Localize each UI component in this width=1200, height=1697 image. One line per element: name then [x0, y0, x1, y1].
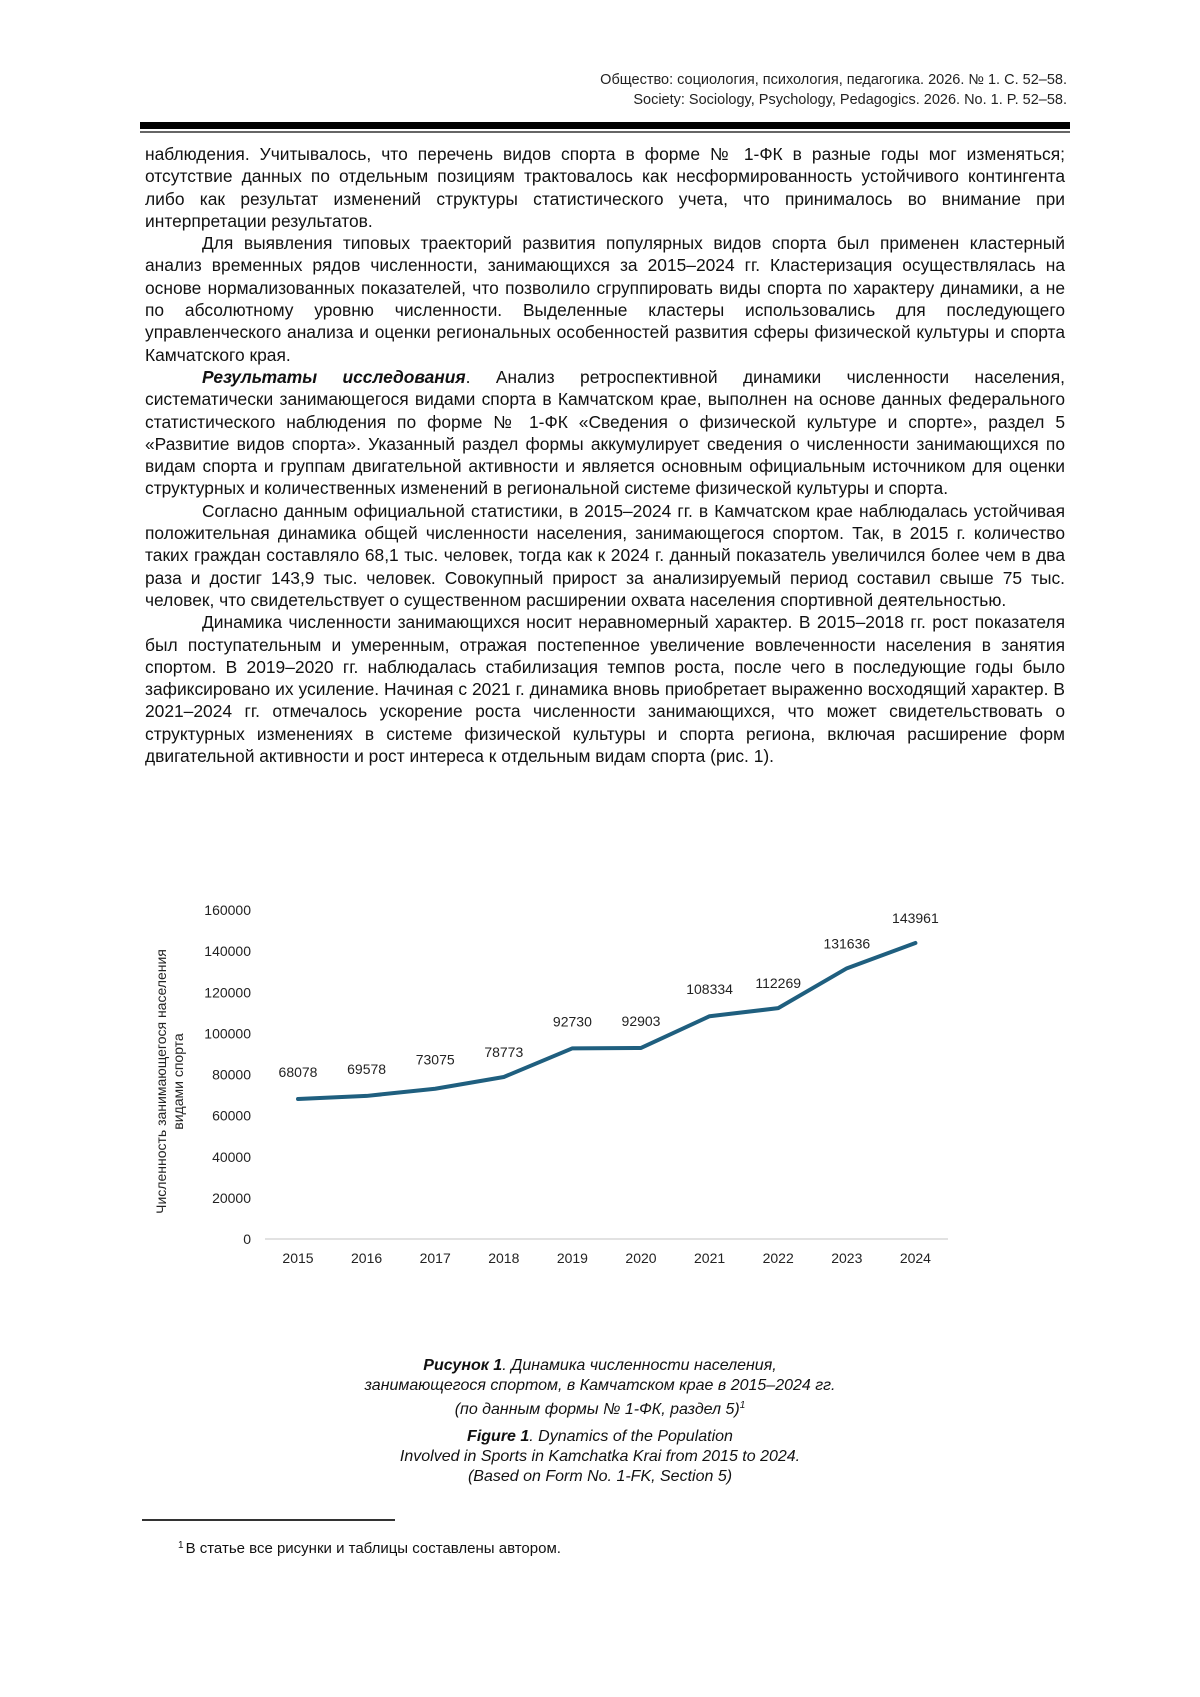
y-axis-title [153, 949, 186, 1214]
x-tick-label: 2016 [351, 1250, 383, 1266]
article-body [145, 143, 1065, 767]
footnote-separator [142, 1519, 395, 1521]
x-tick-label: 2022 [762, 1250, 794, 1266]
y-tick-label: 100000 [204, 1025, 251, 1042]
caption-ru-label: Рисунок 1 [423, 1357, 503, 1374]
data-label: 68078 [278, 1064, 318, 1081]
caption-ru-line-1: Рисунок 1. Динамика численности населения, [423, 1357, 777, 1374]
y-tick-label: 160000 [204, 905, 251, 918]
section-heading-results: Результаты исследования [202, 366, 466, 387]
footnote-marker: 1 [178, 1540, 184, 1551]
y-tick-label: 80000 [212, 1066, 251, 1083]
data-label: 69578 [347, 1060, 387, 1077]
data-series-line [298, 943, 915, 1099]
x-tick-label: 2015 [282, 1250, 314, 1266]
paragraph-3 [145, 366, 1065, 500]
svg-text:видами спорта: видами спорта [170, 1033, 186, 1130]
x-tick-label: 2019 [556, 1250, 588, 1266]
data-label: 92903 [621, 1012, 661, 1029]
figure-1-chart [150, 905, 1050, 1325]
y-tick-label: 140000 [204, 943, 251, 960]
footnote-ref[interactable]: 1 [739, 1400, 746, 1411]
data-label: 143961 [892, 909, 939, 926]
svg-text:Численность занимающегося насе: Численность занимающегося населения [153, 949, 169, 1214]
running-head-ru: Общество: социология, психология, педагогика. 2026. № 1. С. 52–58. [600, 72, 1067, 88]
running-head-en: Society: Sociology, Psychology, Pedagogics. 2026. No. 1. P. 52–58. [633, 92, 1067, 108]
caption-en-line-2: Involved in Sports in Kamchatka Krai from 2015 to 2024. [399, 1448, 801, 1465]
x-tick-label: 2021 [694, 1250, 726, 1266]
paragraph-3-text: . Анализ ретроспективной динамики численности населения, систематически занимающегося видами спорта в Камчатском крае, выполнен на основе данных федерального статистического наблюдения по форме № 1-ФК «Сведения о физической культуре и спорте», раздел 5 «Развитие видов спорта». Указанный раздел формы аккумулирует сведения о численности занимающихся по видам спорта и группам двигательной активности и является основным официальным источником для оценки структурных и количественных изменений в региональной системе физической культуры и спорта. [145, 366, 1065, 499]
data-label: 112269 [755, 975, 802, 992]
x-tick-label: 2020 [625, 1250, 657, 1266]
header-rule-thick [140, 122, 1070, 129]
x-tick-label: 2024 [899, 1250, 931, 1266]
caption-en-line-3: (Based on Form No. 1-FK, Section 5) [467, 1468, 733, 1485]
y-tick-label: 20000 [212, 1189, 251, 1206]
data-label: 92730 [552, 1013, 592, 1030]
y-tick-label: 0 [243, 1231, 251, 1247]
line-chart [150, 905, 1050, 1325]
caption-ru-line-2: занимающегося спортом, в Камчатском крае в 2015–2024 гг. [364, 1377, 836, 1394]
header-rule-thin [140, 131, 1070, 133]
caption-en-line-1: Figure 1. Dynamics of the Population [467, 1428, 733, 1445]
y-tick-label: 40000 [212, 1148, 251, 1165]
y-tick-label: 60000 [212, 1107, 251, 1124]
footnote-text: В статье все рисунки и таблицы составлены автором. [185, 1540, 561, 1557]
paragraph-2: Для выявления типовых траекторий развития популярных видов спорта был применен кластерный анализ временных рядов численности, занимающихся за 2015–2024 гг. Кластеризация осуществлялась на основе нормализованных показателей, что позволило сгруппировать виды спорта по характеру динамики, а не по абсолютному уровню численности. Выделенные кластеры использовались для последующего управленческого анализа и оценки региональных особенностей развития сферы физической культуры и спорта Камчатского края. [145, 233, 1065, 365]
data-label: 131636 [823, 935, 871, 952]
data-label: 108334 [686, 981, 733, 998]
paragraph-4: Согласно данным официальной статистики, в 2015–2024 гг. в Камчатском крае наблюдалась устойчивая положительная динамика общей численности населения, занимающегося спортом. Так, в 2015 г. количество таких граждан составляло 68,1 тыс. человек, тогда как к 2024 г. данный показатель увеличился более чем в два раза и достиг 143,9 тыс. человек. Совокупный прирост за анализируемый период составил свыше 75 тыс. человек, что свидетельствует о существенном расширении охвата населения спортивной деятельностью. [145, 500, 1065, 610]
footnote [178, 1540, 561, 1557]
x-tick-label: 2023 [831, 1250, 863, 1266]
figure-caption [300, 1356, 900, 1487]
caption-ru-line-3: (по данным формы № 1-ФК, раздел 5)$^1$ [454, 1400, 746, 1418]
running-head [600, 70, 1067, 110]
data-label: 73075 [415, 1051, 455, 1068]
caption-en-label: Figure 1 [467, 1428, 530, 1445]
paragraph-1: наблюдения. Учитывалось, что перечень видов спорта в форме № 1-ФК в разные годы мог изменяться; отсутствие данных по отдельным позициям трактовалось как несформированность устойчивого контингента либо как результат изменений структуры статистического учета, что принималось во внимание при интерпретации результатов. [145, 144, 1065, 231]
paragraph-5: Динамика численности занимающихся носит неравномерный характер. В 2015–2018 гг. рост показателя был поступательным и умеренным, отражая постепенное увеличение вовлеченности населения в занятия спортом. В 2019–2020 гг. наблюдалась стабилизация темпов роста, после чего в последующие годы было зафиксировано их усиление. Начиная с 2021 г. динамика вновь приобретает выраженно восходящий характер. В 2021–2024 гг. отмечалось ускорение роста численности занимающихся, что может свидетельствовать о структурных изменениях в системе физической культуры и спорта региона, включая расширение форм двигательной активности и рост интереса к отдельным видам спорта (рис. 1). [145, 612, 1065, 767]
data-label: 78773 [484, 1044, 524, 1061]
x-tick-label: 2018 [488, 1250, 520, 1266]
y-tick-label: 120000 [204, 984, 251, 1001]
x-tick-label: 2017 [419, 1250, 451, 1266]
